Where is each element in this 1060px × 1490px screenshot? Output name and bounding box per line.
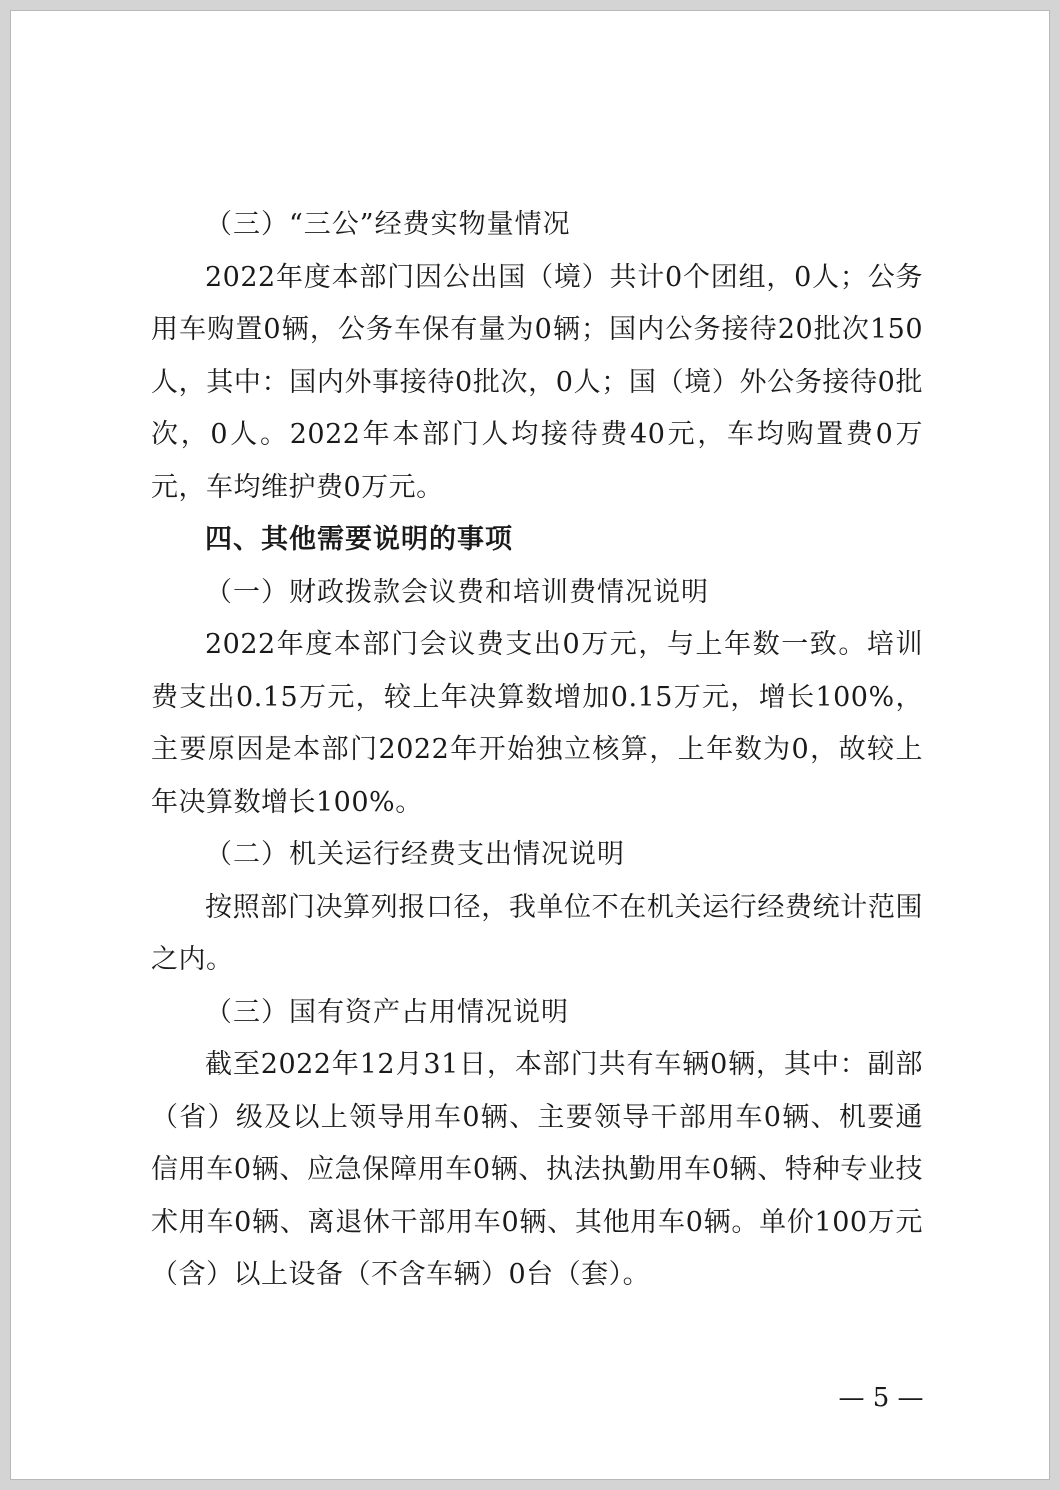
paragraph-operating-expense: 按照部门决算列报口径，我单位不在机关运行经费统计范围之内。 [151,891,923,975]
page-number: — 5 — [838,1383,924,1413]
paragraph-meeting-training: 2022年度本部门会议费支出0万元，与上年数一致。培训费支出0.15万元，较上年决算数增加0.15万元，增长100%，主要原因是本部门2022年开始独立核算，上年数为0，故较上年决算数增长100%。 [151,629,923,818]
paragraph-state-assets: 截至2022年12月31日，本部门共有车辆0辆，其中：副部（省）级及以上领导用车0辆、主要领导干部用车0辆、机要通信用车0辆、应急保障用车0辆、执法执勤用车0辆、特种专业技术用车0辆、离退休干部用车0辆、其他用车0辆。单价100万元（含）以上设备（不含车辆）0台（套）。 [151,1049,923,1290]
section-heading-other-matters: 四、其他需要说明的事项 [205,524,513,555]
document-body [151,199,923,1302]
subheading-sangong-physical: （三）“三公”经费实物量情况 [205,209,571,240]
subheading-state-assets: （三）国有资产占用情况说明 [205,996,569,1028]
document-page [10,10,1050,1480]
paragraph-sangong-physical: 2022年度本部门因公出国（境）共计0个团组，0人；公务用车购置0辆，公务车保有量为0辆；国内公务接待20批次150人，其中：国内外事接待0批次，0人；国（境）外公务接待0批次，0人。2022年本部门人均接待费40元，车均购置费0万元，车均维护费0万元。 [151,261,923,503]
subheading-operating-expense: （二）机关运行经费支出情况说明 [205,839,625,870]
subheading-meeting-training: （一）财政拨款会议费和培训费情况说明 [205,576,709,608]
